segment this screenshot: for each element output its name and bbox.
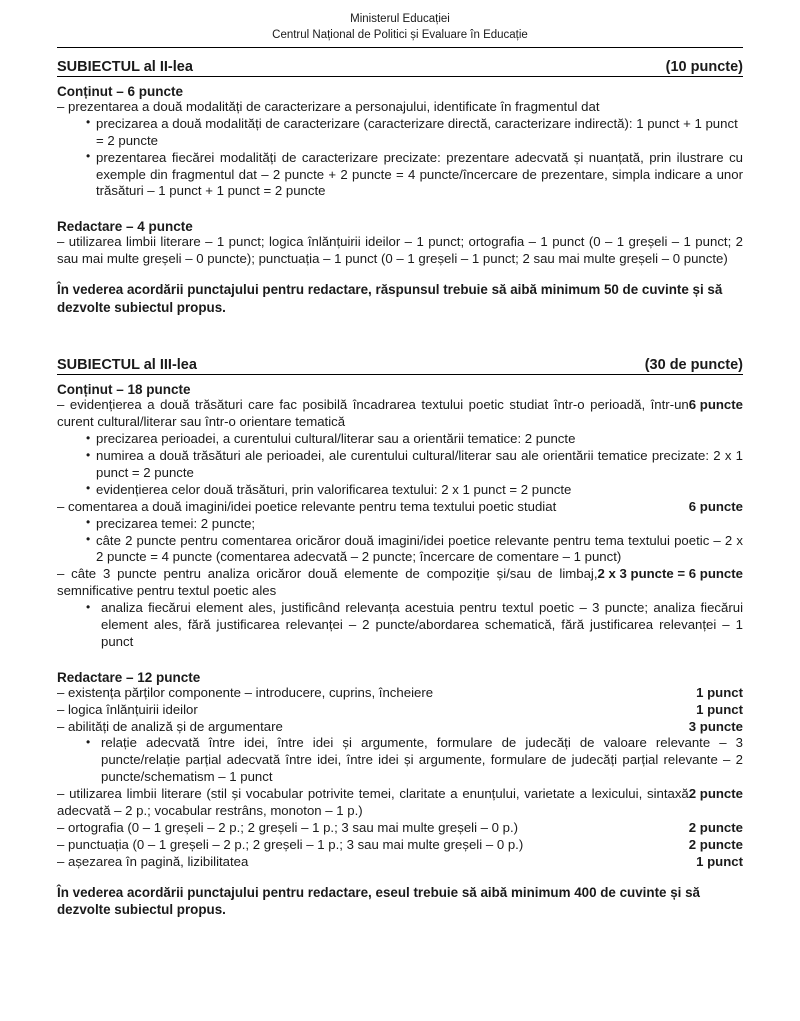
subject-3-header: [57, 357, 743, 375]
list-item: • prezentarea fiecărei modalități de caracterizare precizate: prezentare adecvată și nuanțată, prin ilustrare cu exemple din fragmentul dat – 2 puncte + 2 puncte = 4 puncte/încercare de prezentare, simpla indicare a unor trăsături – 1 punct + 1 punct = 2 puncte: [57, 150, 743, 201]
subject-3-item3-bullets: [57, 600, 743, 651]
subject-3-item3-label: – câte 3 puncte pentru analiza oricăror două elemente de compoziție și/sau de limbaj, semnificative pentru textul poetic ales: [57, 566, 598, 599]
redactare-row-points: 1 punct: [696, 853, 743, 869]
redactare-row-text: – abilități de analiză și de argumentare: [57, 718, 283, 734]
redactare-row: [57, 685, 743, 702]
redactare-row-text: – punctuația (0 – 1 greșeli – 2 p.; 2 greșeli – 1 p.; 3 sau mai multe greșeli – 0 p.): [57, 836, 524, 852]
subject-3-item3-text: [57, 566, 743, 600]
subject-3-item1-text: [57, 397, 743, 431]
spacer: [57, 200, 743, 212]
list-item: • precizarea temei: 2 puncte;: [57, 516, 743, 533]
subject-2-redactare-heading: Redactare – 4 puncte: [57, 219, 193, 235]
subject-3-item2-bullets: [57, 516, 743, 567]
redactare-row-text: – așezarea în pagină, lizibilitatea: [57, 853, 249, 869]
subject-2-title: SUBIECTUL al II-lea: [57, 59, 193, 76]
redactare-row: [57, 702, 743, 719]
subject-2-redactare-text: – utilizarea limbii literare – 1 punct; logica înlănțuirii ideilor – 1 punct; ortografia – 1 punct (0 – 1 greșeli – 1 punct; 2 sau mai multe greșeli – 0 puncte); punctuația – 1 punct (0 – 1 greșeli – 1 punct; 2 sau mai multe greșeli – 0 puncte): [57, 234, 743, 267]
subject-2-note: În vederea acordării punctajului pentru redactare, răspunsul trebuie să aibă minimum 50 de cuvinte și să dezvolte subiectul propus.: [57, 282, 723, 315]
redactare-row-points: 2 puncte: [688, 836, 743, 852]
subject-3-redactare-heading: Redactare – 12 puncte: [57, 669, 201, 685]
subject-2-points: (10 puncte): [665, 59, 743, 76]
redactare-row: [57, 820, 743, 837]
list-item: • analiza fiecărui element ales, justificând relevanța acestuia pentru textul poetic – 3 puncte; analiza fiecărui element ales, fără justificarea relevanței – 2 puncte/abordarea schematică, fără justificarea relevanței – 1 punct: [57, 600, 743, 651]
list-item: • numirea a două trăsături ale perioadei, ale curentului cultural/literar sau ale orientării tematice precizate: 2 x 1 punct = 2 puncte: [57, 448, 743, 482]
subject-3-item1-label: – evidențierea a două trăsături care fac posibilă încadrarea textului poetic studiat într-o perioadă, într-un curent cultural/literar sau într-o orientare tematică: [57, 397, 689, 430]
list-item: • precizarea a două modalități de caracterizare (caracterizare directă, caracterizare indirectă): 1 punct + 1 punct = 2 puncte: [57, 116, 743, 150]
redactare-row-text: – existența părților componente – introducere, cuprins, încheiere: [57, 684, 434, 700]
subject-3-item2-points: 6 puncte: [688, 498, 743, 514]
spacer: [57, 329, 743, 346]
redactare-row: [57, 837, 743, 854]
document-header: [57, 12, 743, 43]
redactare-row-text: – ortografia (0 – 1 greșeli – 2 p.; 2 greșeli – 1 p.; 3 sau mai multe greșeli – 0 p.): [57, 819, 519, 835]
redactare-row-points: 1 punct: [696, 684, 743, 700]
redactare-row-points: 1 punct: [696, 701, 743, 717]
subject-3-item2-row: [57, 499, 743, 516]
redactare-row-points: 3 puncte: [688, 718, 743, 734]
list-item: • precizarea perioadei, a curentului cultural/literar sau a orientării tematice: 2 puncte: [57, 431, 743, 448]
subject-3-item3-points: 2 x 3 puncte = 6 puncte: [597, 566, 743, 582]
redactare-row-points: 2 puncte: [688, 786, 743, 802]
redactare-bullets: [57, 735, 743, 786]
subject-3-item2-text: – comentarea a două imagini/idei poetice relevante pentru tema textului poetic studiat: [57, 498, 557, 514]
redactare-row-limba: [57, 786, 743, 820]
subject-2-continut-bullets: [57, 116, 743, 200]
header-ministry: Ministerul Educației: [350, 13, 450, 25]
list-item: • câte 2 puncte pentru comentarea oricăror două imagini/idei poetice relevante pentru tema textului poetic – 2 x 2 puncte = 4 puncte (comentarea adecvată – 2 puncte; încercare de comentare – 1 punct): [57, 533, 743, 567]
header-center: Centrul Național de Politici și Evaluare în Educație: [272, 28, 528, 41]
subject-2-continut-intro: – prezentarea a două modalități de caracterizare a personajului, identificate în fragmentul dat: [57, 99, 600, 115]
redactare-row-text: – utilizarea limbii literare (stil și vocabular potrivite temei, claritate a enunțului, varietate a lexicului, sintaxă adecvată – 2 p.; vocabular restrâns, monoton – 1 p.): [57, 786, 689, 818]
subject-3-title: SUBIECTUL al III-lea: [57, 357, 197, 374]
redactare-row-text: – logica înlănțuirii ideilor: [57, 701, 198, 717]
subject-2-continut-heading: Conținut – 6 puncte: [57, 84, 183, 100]
subject-3-continut-heading: Conținut – 18 puncte: [57, 382, 191, 398]
redactare-row-points: 2 puncte: [688, 819, 743, 835]
subject-3-note: În vederea acordării punctajului pentru redactare, eseul trebuie să aibă minimum 400 de cuvinte și să dezvolte subiectul propus.: [57, 884, 700, 917]
list-item: • evidențierea celor două trăsături, prin valorificarea textului: 2 x 1 punct = 2 puncte: [57, 482, 743, 499]
spacer: [57, 651, 743, 663]
subject-3-item1-bullets: [57, 431, 743, 499]
redactare-row: [57, 719, 743, 736]
redactare-row: [57, 854, 743, 871]
subject-2-header: [57, 59, 743, 77]
subject-3-points: (30 de puncte): [644, 357, 743, 374]
subject-3-item1-points: 6 puncte: [688, 397, 743, 413]
list-item: • relație adecvată între idei, între idei și argumente, formulare de judecăți de valoare relevante – 3 puncte/relație parțial adecvată între idei, între idei și argumente, formulare de judecăți parțial relevante – 2 puncte/schematism – 1 punct: [57, 735, 743, 786]
header-divider: [57, 47, 743, 48]
